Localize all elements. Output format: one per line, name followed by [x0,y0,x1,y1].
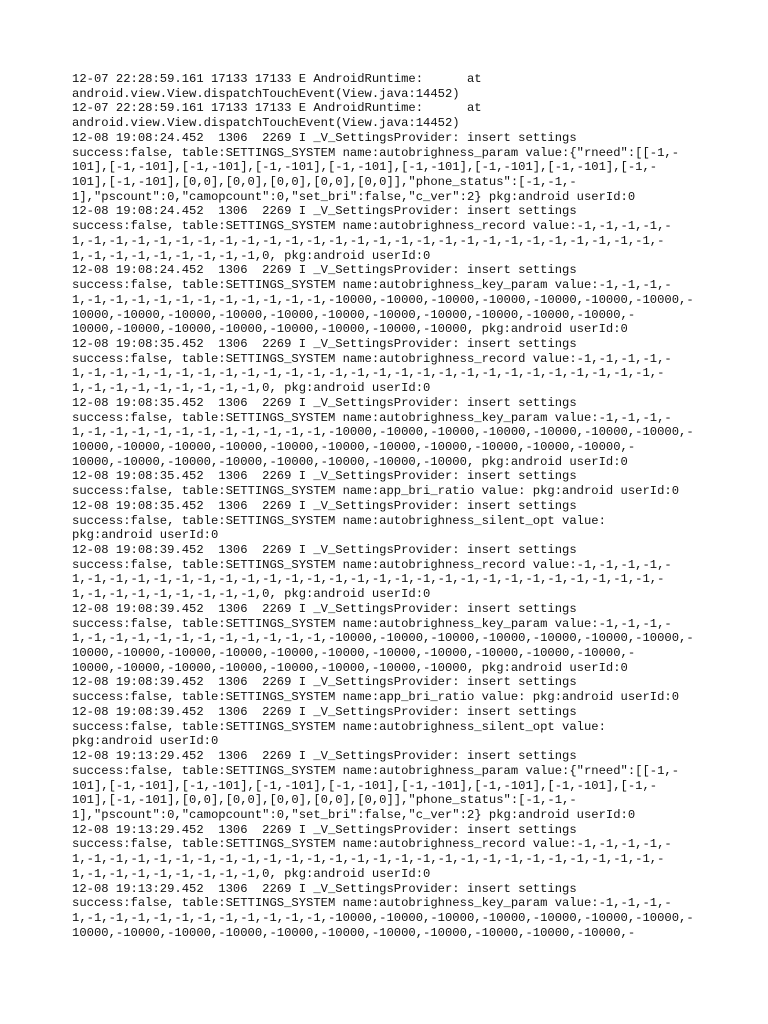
log-line: 12-08 19:08:39.452 1306 2269 I _V_SettingsProvider: insert settings [72,601,577,616]
log-line: 1,-1,-1,-1,-1,-1,-1,-1,-1,-1,-1,-1,-1,-1,-1,-1,-1,-1,-1,-1,-1,-1,-1,-1,-1,-1,-1,- [72,572,665,587]
log-line: success:false, table:SETTINGS_SYSTEM name:autobrighness_record value:-1,-1,-1,-1,- [72,837,672,852]
log-line: android.view.View.dispatchTouchEvent(View.java:14452) [72,86,460,101]
log-line: 10000,-10000,-10000,-10000,-10000,-10000,-10000,-10000,-10000,-10000,-10000,- [72,646,636,661]
log-line: 10000,-10000,-10000,-10000,-10000,-10000,-10000,-10000, pkg:android userId:0 [72,322,628,337]
log-line: 101],[-1,-101],[-1,-101],[-1,-101],[-1,-101],[-1,-101],[-1,-101],[-1,-101],[-1,- [72,778,658,793]
log-line: 12-08 19:08:35.452 1306 2269 I _V_SettingsProvider: insert settings [72,498,577,513]
log-line: success:false, table:SETTINGS_SYSTEM name:autobrighness_key_param value:-1,-1,-1,- [72,616,672,631]
log-line: android.view.View.dispatchTouchEvent(View.java:14452) [72,116,460,131]
log-line: 12-08 19:08:35.452 1306 2269 I _V_SettingsProvider: insert settings [72,336,577,351]
log-line: 12-08 19:08:24.452 1306 2269 I _V_SettingsProvider: insert settings [72,263,577,278]
log-line: success:false, table:SETTINGS_SYSTEM name:autobrighness_param value:{"rneed":[[-1,- [72,763,680,778]
log-line: 1,-1,-1,-1,-1,-1,-1,-1,-1,-1,-1,-1,-10000,-10000,-10000,-10000,-10000,-10000,-10000,- [72,910,694,925]
log-line: 101],[-1,-101],[-1,-101],[-1,-101],[-1,-101],[-1,-101],[-1,-101],[-1,-101],[-1,- [72,160,658,175]
log-line: 1,-1,-1,-1,-1,-1,-1,-1,-1,-1,-1,-1,-10000,-10000,-10000,-10000,-10000,-10000,-10000,- [72,425,694,440]
log-line: 12-08 19:08:39.452 1306 2269 I _V_SettingsProvider: insert settings [72,543,577,557]
log-line: success:false, table:SETTINGS_SYSTEM name:autobrighness_key_param value:-1,-1,-1,- [72,278,672,293]
log-line: pkg:android userId:0 [72,734,219,749]
log-line: success:false, table:SETTINGS_SYSTEM name:autobrighness_param value:{"rneed":[[-1,- [72,145,680,160]
log-line: success:false, table:SETTINGS_SYSTEM name:autobrighness_key_param value:-1,-1,-1,- [72,410,672,425]
log-line: 12-07 22:28:59.161 17133 17133 E AndroidRuntime: at [72,101,482,116]
log-line: 10000,-10000,-10000,-10000,-10000,-10000,-10000,-10000, pkg:android userId:0 [72,660,628,675]
log-line: success:false, table:SETTINGS_SYSTEM name:app_bri_ratio value: pkg:android userId:0 [72,484,680,499]
log-line: 12-08 19:08:24.452 1306 2269 I _V_SettingsProvider: insert settings [72,130,577,145]
log-line: 1,-1,-1,-1,-1,-1,-1,-1,-1,-1,-1,-1,-10000,-10000,-10000,-10000,-10000,-10000,-10000,- [72,631,694,646]
log-line: 1,-1,-1,-1,-1,-1,-1,-1,-1,-1,-1,-1,-1,-1,-1,-1,-1,-1,-1,-1,-1,-1,-1,-1,-1,-1,-1,- [72,852,665,867]
log-line: success:false, table:SETTINGS_SYSTEM name:app_bri_ratio value: pkg:android userId:0 [72,690,680,705]
log-line: 101],[-1,-101],[0,0],[0,0],[0,0],[0,0],[0,0]],"phone_status":[-1,-1,- [72,175,577,190]
log-line: 1,-1,-1,-1,-1,-1,-1,-1,-1,0, pkg:android userId:0 [72,381,431,396]
log-line: success:false, table:SETTINGS_SYSTEM name:autobrighness_silent_opt value: [72,719,606,734]
log-line: 12-08 19:13:29.452 1306 2269 I _V_SettingsProvider: insert settings [72,881,577,896]
log-line: 12-07 22:28:59.161 17133 17133 E AndroidRuntime: at [72,72,482,86]
log-line: 12-08 19:13:29.452 1306 2269 I _V_SettingsProvider: insert settings [72,822,577,837]
log-line: 10000,-10000,-10000,-10000,-10000,-10000,-10000,-10000,-10000,-10000,-10000,- [72,307,636,322]
log-line: success:false, table:SETTINGS_SYSTEM name:autobrighness_record value:-1,-1,-1,-1,- [72,219,672,234]
log-line: 12-08 19:08:35.452 1306 2269 I _V_SettingsProvider: insert settings [72,469,577,484]
log-line: pkg:android userId:0 [72,528,219,543]
log-line: 12-08 19:08:35.452 1306 2269 I _V_SettingsProvider: insert settings [72,395,577,410]
log-line: 12-08 19:13:29.452 1306 2269 I _V_SettingsProvider: insert settings [72,749,577,764]
log-line: 1,-1,-1,-1,-1,-1,-1,-1,-1,-1,-1,-1,-1,-1,-1,-1,-1,-1,-1,-1,-1,-1,-1,-1,-1,-1,-1,- [72,233,665,248]
log-line: success:false, table:SETTINGS_SYSTEM name:autobrighness_silent_opt value: [72,513,606,528]
log-line: 1,-1,-1,-1,-1,-1,-1,-1,-1,0, pkg:android userId:0 [72,587,431,602]
log-line: 12-08 19:08:39.452 1306 2269 I _V_SettingsProvider: insert settings [72,704,577,719]
log-line: 12-08 19:08:39.452 1306 2269 I _V_SettingsProvider: insert settings [72,675,577,690]
log-line: success:false, table:SETTINGS_SYSTEM name:autobrighness_record value:-1,-1,-1,-1,- [72,351,672,366]
log-line: 1],"pscount":0,"camopcount":0,"set_bri":false,"c_ver":2} pkg:android userId:0 [72,807,636,822]
log-line: 10000,-10000,-10000,-10000,-10000,-10000,-10000,-10000, pkg:android userId:0 [72,454,628,469]
log-line: 101],[-1,-101],[0,0],[0,0],[0,0],[0,0],[0,0]],"phone_status":[-1,-1,- [72,793,577,808]
log-text-block [72,72,732,940]
log-line: 1,-1,-1,-1,-1,-1,-1,-1,-1,0, pkg:android userId:0 [72,248,431,263]
log-line: 10000,-10000,-10000,-10000,-10000,-10000,-10000,-10000,-10000,-10000,-10000,- [72,439,636,454]
log-line: 1,-1,-1,-1,-1,-1,-1,-1,-1,-1,-1,-1,-1,-1,-1,-1,-1,-1,-1,-1,-1,-1,-1,-1,-1,-1,-1,- [72,366,665,381]
log-line: 1,-1,-1,-1,-1,-1,-1,-1,-1,-1,-1,-1,-10000,-10000,-10000,-10000,-10000,-10000,-10000,- [72,292,694,307]
log-line: success:false, table:SETTINGS_SYSTEM name:autobrighness_record value:-1,-1,-1,-1,- [72,557,672,572]
log-line: 12-08 19:08:24.452 1306 2269 I _V_SettingsProvider: insert settings [72,204,577,219]
log-line: 1,-1,-1,-1,-1,-1,-1,-1,-1,0, pkg:android userId:0 [72,866,431,881]
log-line: 10000,-10000,-10000,-10000,-10000,-10000,-10000,-10000,-10000,-10000,-10000,- [72,925,636,940]
log-line: 1],"pscount":0,"camopcount":0,"set_bri":false,"c_ver":2} pkg:android userId:0 [72,189,636,204]
log-line: success:false, table:SETTINGS_SYSTEM name:autobrighness_key_param value:-1,-1,-1,- [72,896,672,911]
